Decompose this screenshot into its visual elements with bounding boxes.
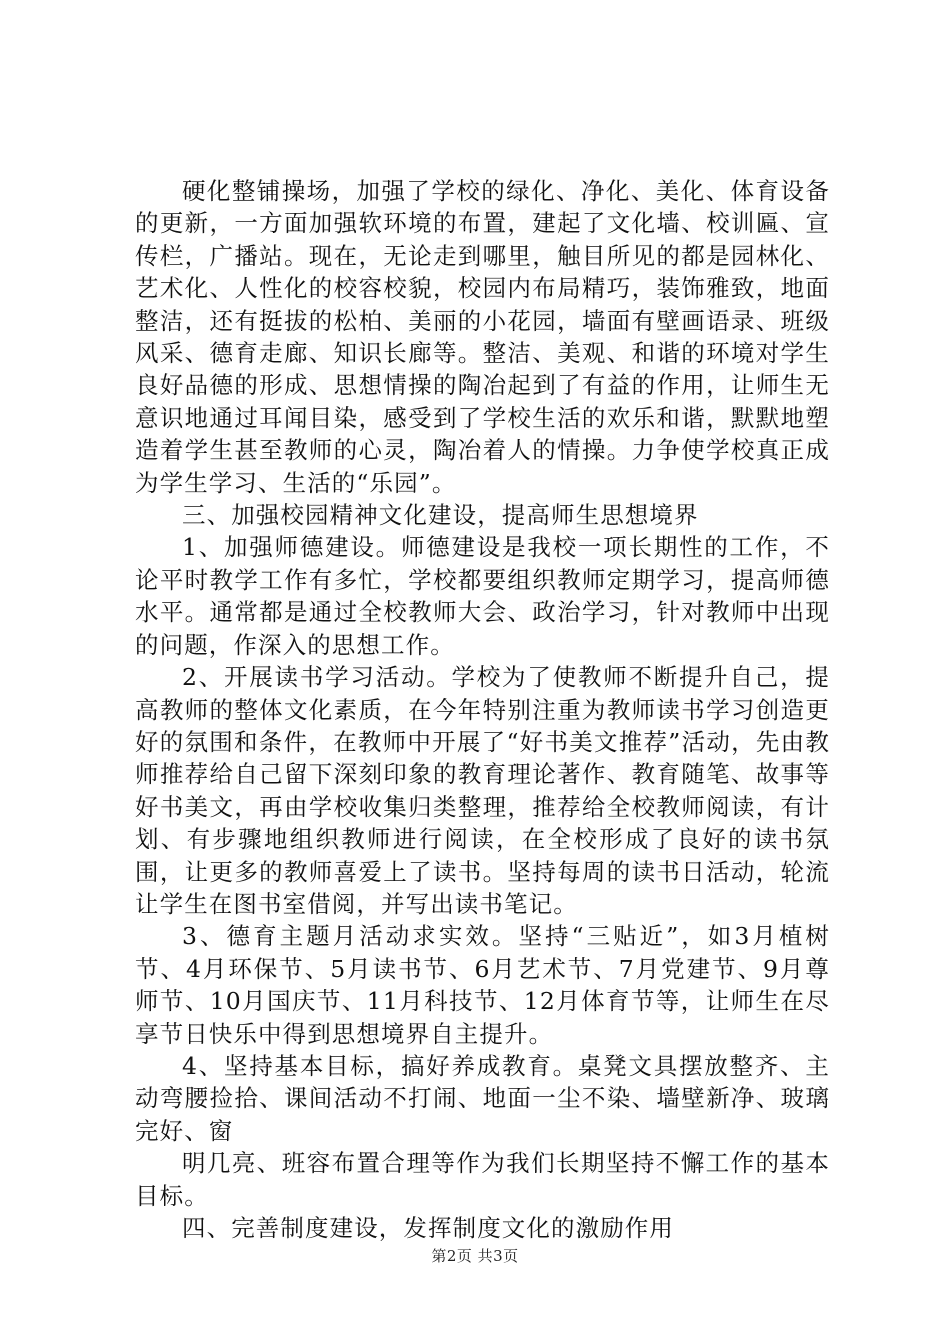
page-number-footer: 第2页 共3页 (431, 1247, 519, 1265)
body-paragraph-environment: 硬化整铺操场，加强了学校的绿化、净化、美化、体育设备的更新，一方面加强软环境的布置，建起了文化墙、校训匾、宣传栏，广播站。现在，无论走到哪里，触目所见的都是园林化、艺术化、人性化的校容校貌，校园内布局精巧，装饰雅致，地面整洁，还有挺拔的松柏、美丽的小花园，墙面有壁画语录、班级风采、德育走廊、知识长廊等。整洁、美观、和谐的环境对学生良好品德的形成、思想情操的陶冶起到了有益的作用，让师生无意识地通过耳闻目染，感受到了学校生活的欢乐和谐，默默地塑造着学生甚至教师的心灵，陶冶着人的情操。力争使学校真正成为学生学习、生活的“乐园”。 (135, 177, 830, 497)
body-paragraph-teacher-ethics: 1、加强师德建设。师德建设是我校一项长期性的工作，不论平时教学工作有多忙，学校都要组织教师定期学习，提高师德水平。通常都是通过全校教师大会、政治学习，针对教师中出现的问题，作深入的思想工作。 (135, 533, 830, 659)
section-heading-spiritual-culture: 三、加强校园精神文化建设，提高师生思想境界 (182, 501, 699, 530)
document-body (135, 175, 830, 1244)
body-paragraph-theme-month: 3、德育主题月活动求实效。坚持“三贴近”，如3月植树节、4月环保节、5月读书节、6月艺术节、7月党建节、9月尊师节、10月国庆节、11月科技节、12月体育节等，让师生在尽享节日快乐中得到思想境界自主提升。 (135, 922, 830, 1048)
body-paragraph-habit-education: 4、坚持基本目标，搞好养成教育。桌凳文具摆放整齐、主动弯腰捡拾、课间活动不打闹、地面一尘不染、墙壁新净、玻璃完好、窗 (135, 1051, 830, 1145)
body-paragraph-reading: 2、开展读书学习活动。学校为了使教师不断提升自己，提高教师的整体文化素质，在今年特别注重为教师读书学习创造更好的氛围和条件，在教师中开展了“好书美文推荐”活动，先由教师推荐给自己留下深刻印象的教育理论著作、教育随笔、故事等好书美文，再由学校收集归类整理，推荐给全校教师阅读，有计划、有步骤地组织教师进行阅读，在全校形成了良好的读书氛围，让更多的教师喜爱上了读书。坚持每周的读书日活动，轮流让学生在图书室借阅，并写出读书笔记。 (135, 663, 830, 918)
body-paragraph-habit-continued: 明几亮、班容布置合理等作为我们长期坚持不懈工作的基本目标。 (135, 1149, 830, 1210)
section-heading-system-building: 四、完善制度建设，发挥制度文化的激励作用 (182, 1214, 674, 1242)
